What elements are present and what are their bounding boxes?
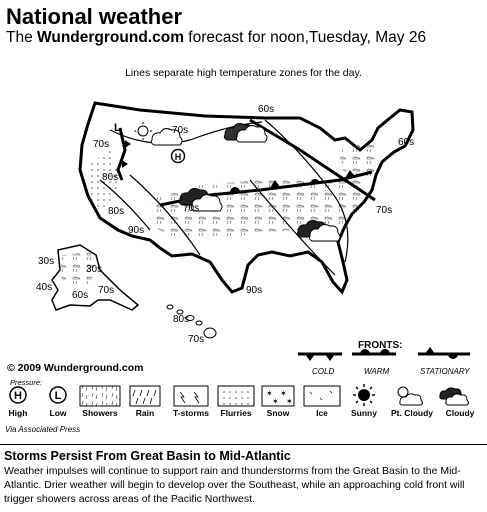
legend-rain-label: Rain [135,408,155,418]
svg-text:✶: ✶ [280,389,287,398]
temp-label: 30s [86,264,103,275]
high-pressure-marker [172,150,185,163]
source-credit: Via Associated Press [5,425,81,434]
temp-label: 60s [398,137,415,148]
temp-label: 80s [102,172,119,183]
rain-swatch [130,386,160,406]
legend-partly-cloudy-label: Pt. Cloudy [390,408,434,418]
temp-label: 60s [258,104,275,115]
svg-text:✶: ✶ [286,397,293,406]
map-caption: Lines separate high temperature zones for the day. [125,67,362,79]
cold-front-label: COLD [312,367,335,376]
low-pressure-marker: L [114,122,121,134]
subtitle-brand: Wunderground.com [37,29,184,46]
legend-snow-label: Snow [266,408,290,418]
legend-high-label: High [8,408,28,418]
high-icon [10,387,26,403]
cloudy-legend-icon [440,388,469,405]
legend-cloudy-label: Cloudy [445,408,475,418]
stationary-front-label: STATIONARY [420,367,470,376]
flurries-swatch [218,386,254,406]
temp-label: 30s [38,256,55,267]
temp-label: 70s [172,125,189,136]
legend-ice-label: Ice [316,408,328,418]
temp-label: 70s [93,139,110,150]
warm-front-label: WARM [364,367,390,376]
showers-swatch [80,386,120,406]
ice-swatch [304,386,340,406]
temp-label: 90s [246,285,263,296]
subtitle-prefix: The [6,29,38,46]
svg-text:H: H [174,152,182,162]
svg-text:H: H [14,390,22,402]
page-title: National weather [6,4,183,29]
subtitle-suffix: forecast for noon,Tuesday, May 26 [183,29,427,46]
legend-low-label: Low [49,408,67,418]
temp-label: 70s [183,203,200,214]
copyright: © 2009 Wunderground.com [7,362,144,374]
temp-label: 70s [376,205,393,216]
weather-map [0,80,487,380]
temp-label: 80s [108,206,125,217]
temp-label: 70s [188,334,205,345]
svg-text:L: L [54,390,62,402]
legend-tstorms-label: T-storms [173,408,209,418]
svg-text:✶: ✶ [272,397,279,406]
temp-label: 90s [128,225,145,236]
divider [0,444,487,445]
cold-front-symbol [298,354,342,361]
story-body: Weather impulses will continue to support rain and thunderstorms from the Great Basin to the Mid-Atlantic. Drier weather will begin to develop over the Southeast, while an approaching cold front will trigger showers across areas of the Pacific Northwest. [4,465,465,505]
sunny-legend-icon [353,384,375,406]
pressure-title: Pressure: [10,378,43,387]
legend-flurries-label: Flurries [220,408,252,418]
low-icon [50,387,66,403]
story-headline: Storms Persist From Great Basin to Mid-Atlantic [4,449,291,463]
temp-label: 60s [72,290,89,301]
legend-showers-label: Showers [82,408,118,418]
legend-sunny-label: Sunny [351,408,377,418]
temp-label: 80s [173,314,190,325]
fronts-title: FRONTS: [358,340,403,351]
svg-text:✶: ✶ [266,389,273,398]
temp-label: 40s [36,282,53,293]
page-subtitle [6,29,426,47]
stationary-front-symbol [418,347,470,359]
temp-label: 70s [98,285,115,296]
tstorms-swatch [174,386,208,406]
partly-cloudy-legend-icon [398,387,423,405]
